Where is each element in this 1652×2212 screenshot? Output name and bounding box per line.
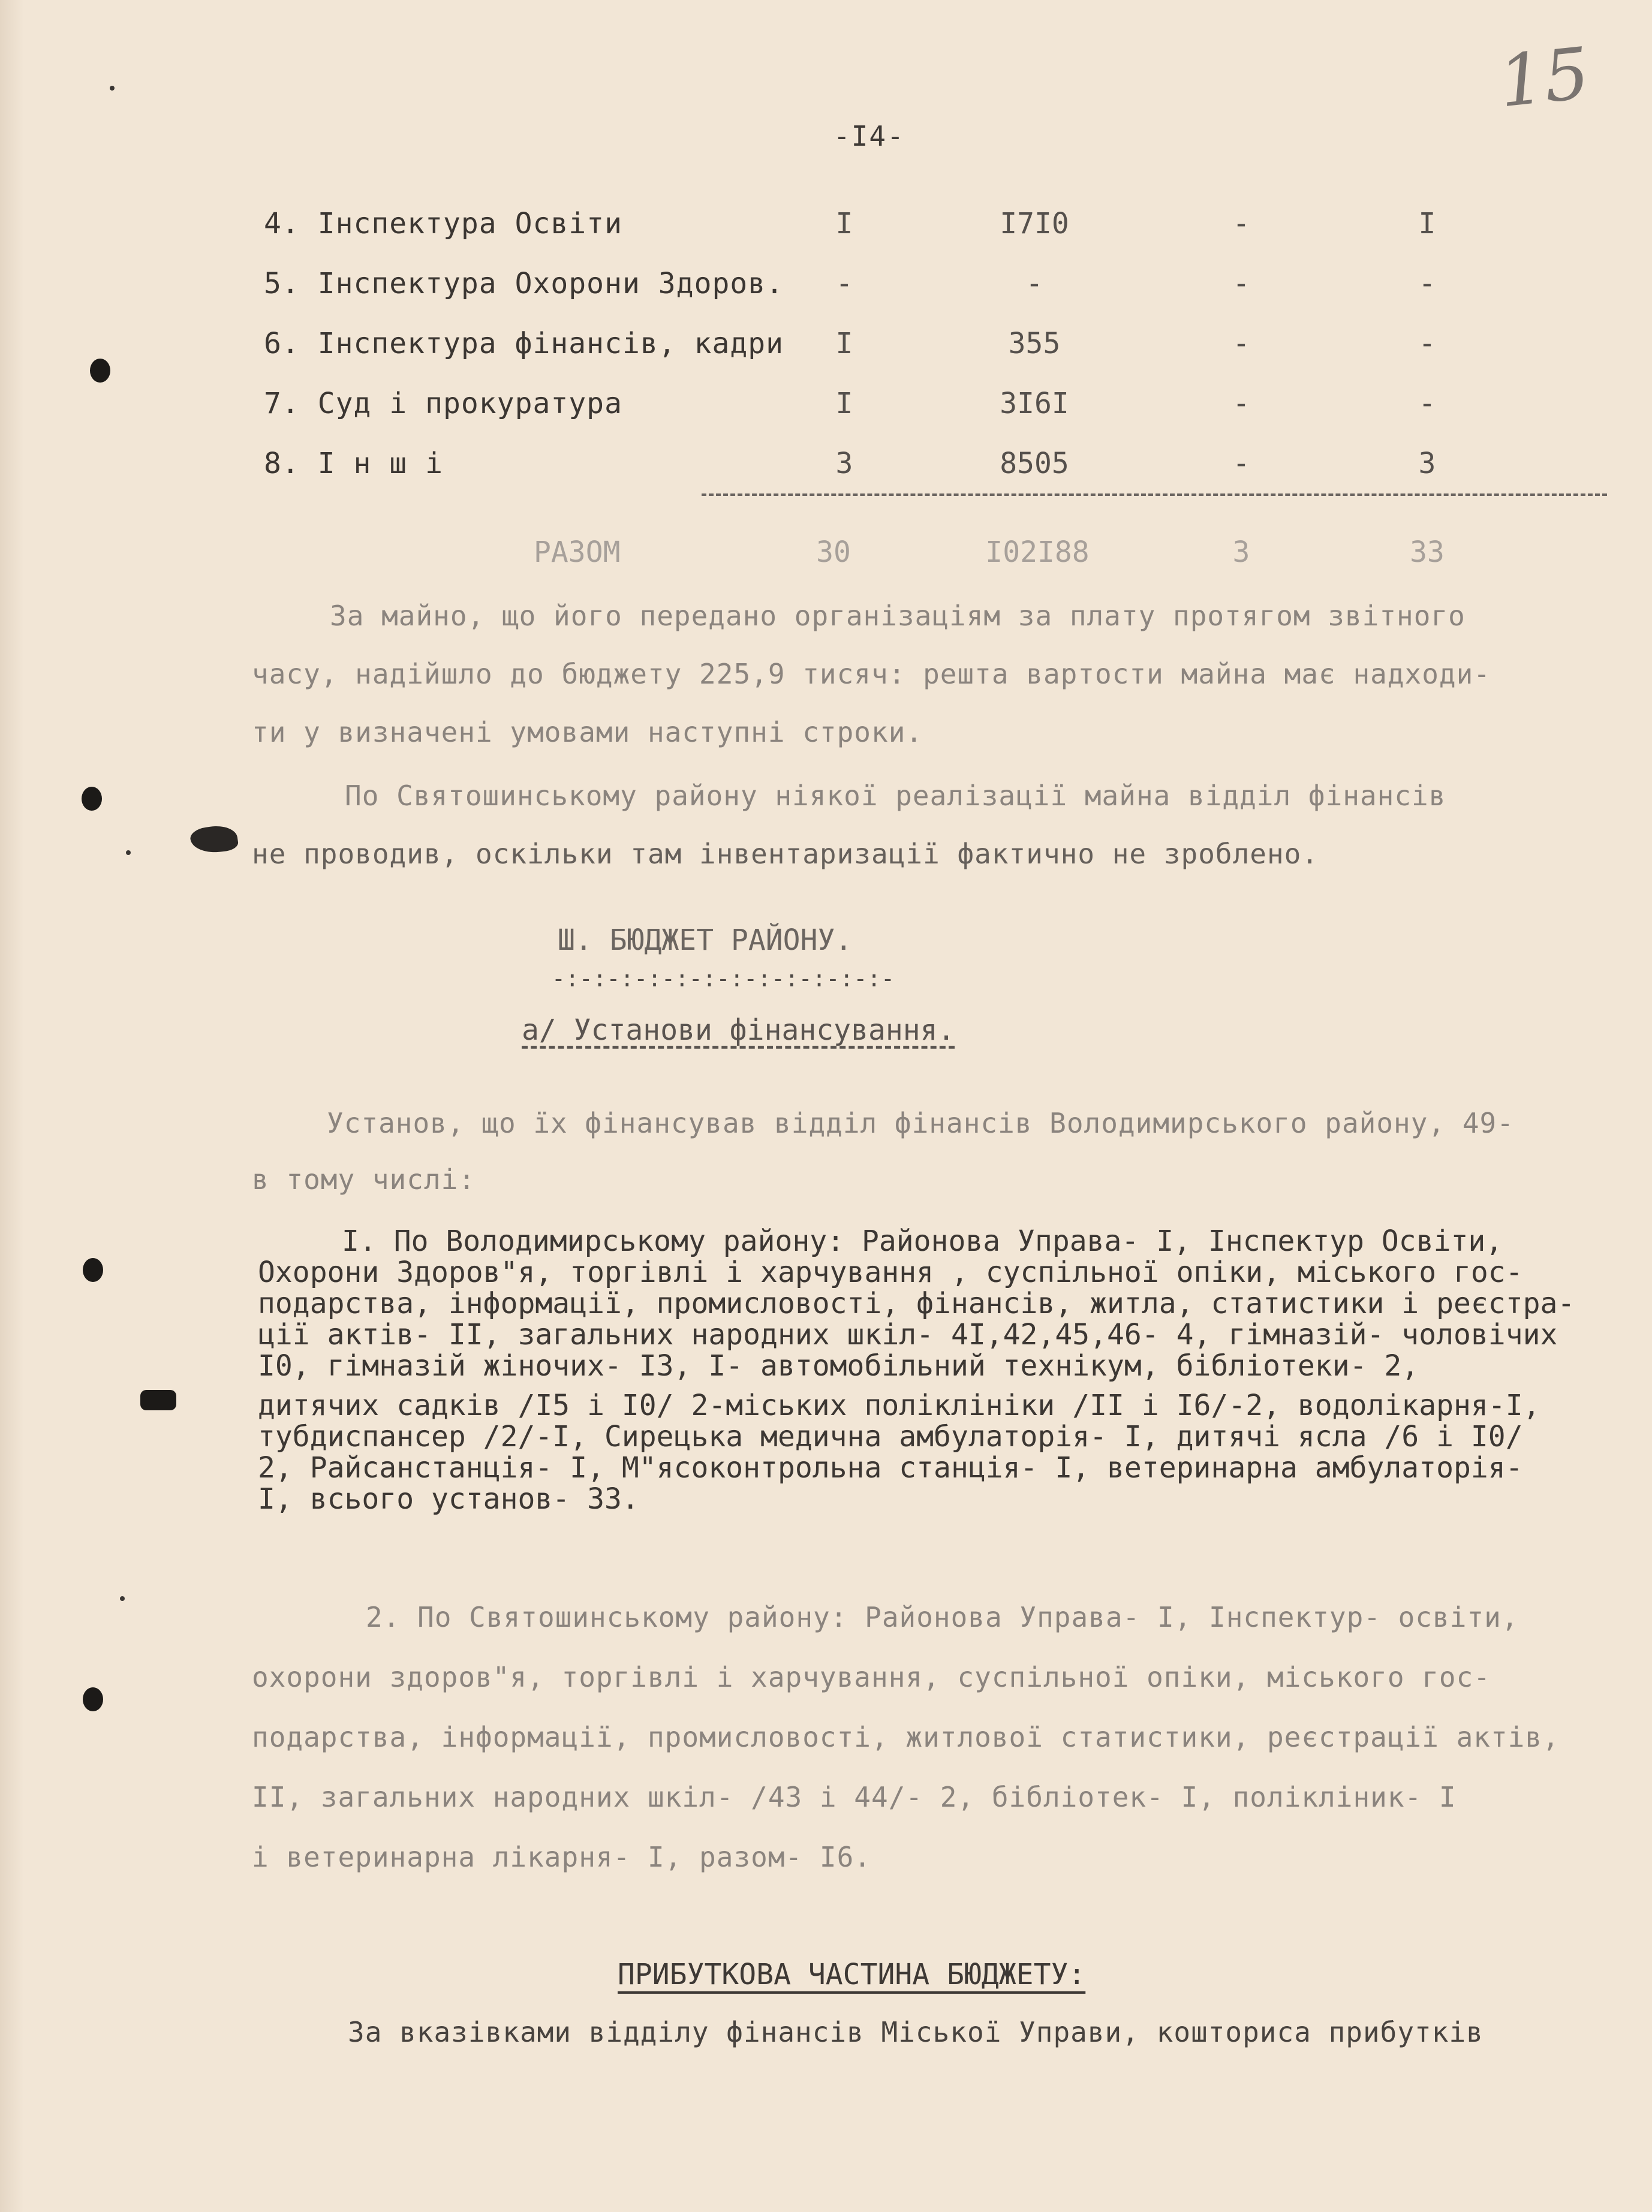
row-name: 7. Суд і прокуратура [264,387,622,420]
row-value: 3I6I [1000,387,1069,420]
row-value: 3 [835,447,853,480]
revenue-heading: ПРИБУТКОВА ЧАСТИНА БЮДЖЕТУ: [618,1958,1086,1991]
paragraph-line: По Святошинському району ніякої реалізації майна відділ фінансів [345,780,1446,812]
paragraph-line: 2. По Святошинському району: Районова Управа- I, Інспектур- освіти, [366,1601,1519,1633]
table-row [0,387,1652,423]
paper-speck [110,86,115,91]
total-value: 3 [1232,535,1250,569]
punch-hole [83,1258,103,1282]
row-value: - [835,267,853,300]
row-value: 3 [1418,447,1436,480]
paragraph-line: За вказівками відділу фінансів Міської Управи, кошториса прибутків [348,2016,1484,2048]
paragraph-line: 2, Райсанстанція- I, М"ясоконтрольна станція- I, ветеринарна амбулаторія- [258,1451,1523,1485]
subheading: а/ Установи фінансування. [522,1013,955,1047]
row-value: 355 [1008,327,1061,360]
table-row [0,447,1652,483]
row-value: - [1418,387,1436,420]
paragraph-line: дитячих садків /I5 і I0/ 2-міських поліклініки /II і I6/-2, водолікарня-I, [258,1389,1540,1422]
section-heading: Ш. БЮДЖЕТ РАЙОНУ. [558,923,853,957]
row-value: I [835,327,853,360]
paragraph-line: ції актів- II, загальних народних шкіл- 4I,42,45,46- 4, гімназій- чоловічих [258,1318,1558,1352]
row-value: - [1232,327,1250,360]
paragraph-line: II, загальних народних шкіл- /43 і 44/- 2, бібліотек- I, полікліник- I [252,1781,1457,1813]
row-value: I [835,207,853,240]
paragraph-line: в тому числі: [252,1163,476,1196]
paragraph-line: і ветеринарна лікарня- I, разом- I6. [252,1841,871,1873]
paragraph-line: За майно, що його передано організаціям за плату протягом звітного [330,600,1466,632]
page-number: -I4- [833,120,905,152]
paragraph-line: подарства, інформації, промисловості, житлової статистики, реєстрації актів, [252,1721,1560,1753]
paragraph-line: Охорони Здоров"я, торгівлі і харчування , суспільної опіки, міського гос- [258,1256,1523,1289]
punch-hole [83,1687,103,1711]
total-label: РАЗОМ [534,535,621,569]
row-value: - [1232,387,1250,420]
paper-speck [126,850,131,855]
row-name: 4. Інспектура Освіти [264,207,622,240]
row-value: - [1232,447,1250,480]
paragraph-line: I. По Володимирському району: Районова Управа- I, Інспектур Освіти, [342,1224,1503,1258]
row-value: I [1418,207,1436,240]
row-name: 8. І н ш і [264,447,443,480]
row-value: - [1232,267,1250,300]
row-value: 8505 [1000,447,1069,480]
paragraph-line: часу, надійшло до бюджету 225,9 тисяч: решта вартости майна має надходи- [252,658,1491,690]
row-value: - [1232,207,1250,240]
row-value: I [835,387,853,420]
total-value: I02I88 [985,535,1090,569]
paragraph-line: тубдиспансер /2/-I, Сирецька медична амбулаторія- I, дитячі ясла /6 і I0/ [258,1420,1523,1453]
table-row [0,207,1652,243]
row-name: 6. Інспектура фінансів, кадри [264,327,784,360]
punch-hole [140,1390,176,1410]
paragraph-line: подарства, інформації, промисловості, фінансів, житла, статистики і реєстра- [258,1287,1575,1320]
table-total-row [0,535,1652,571]
paragraph-line: ти у визначені умовами наступні строки. [252,716,923,748]
paragraph-line: I, всього установ- 33. [258,1482,639,1516]
punch-hole [82,787,102,811]
paragraph-line: Установ, що їх фінансував відділ фінансів Володимирського району, 49- [327,1107,1514,1139]
paragraph-line: охорони здоров"я, торгівлі і харчування, суспільної опіки, міського гос- [252,1661,1491,1693]
row-value: - [1418,327,1436,360]
row-name: 5. Інспектура Охорони Здоров. [264,267,784,300]
row-value: - [1418,267,1436,300]
ink-blot [189,823,239,856]
paragraph-line: не проводив, оскільки там інвентаризації фактично не зроблено. [252,838,1319,870]
paper-speck [120,1596,125,1601]
row-value: - [1025,267,1043,300]
paragraph-line: I0, гімназій жіночих- I3, I- автомобільний технікум, бібліотеки- 2, [258,1349,1419,1383]
table-dashed-rule [702,493,1607,496]
table-row [0,327,1652,363]
table-row [0,267,1652,303]
total-value: 33 [1410,535,1445,569]
decorative-separator: -:-:-:-:-:-:-:-:-:-:-:-:- [552,965,895,992]
row-value: I7I0 [1000,207,1069,240]
folio-number: 15 [1495,31,1593,124]
total-value: 30 [816,535,851,569]
